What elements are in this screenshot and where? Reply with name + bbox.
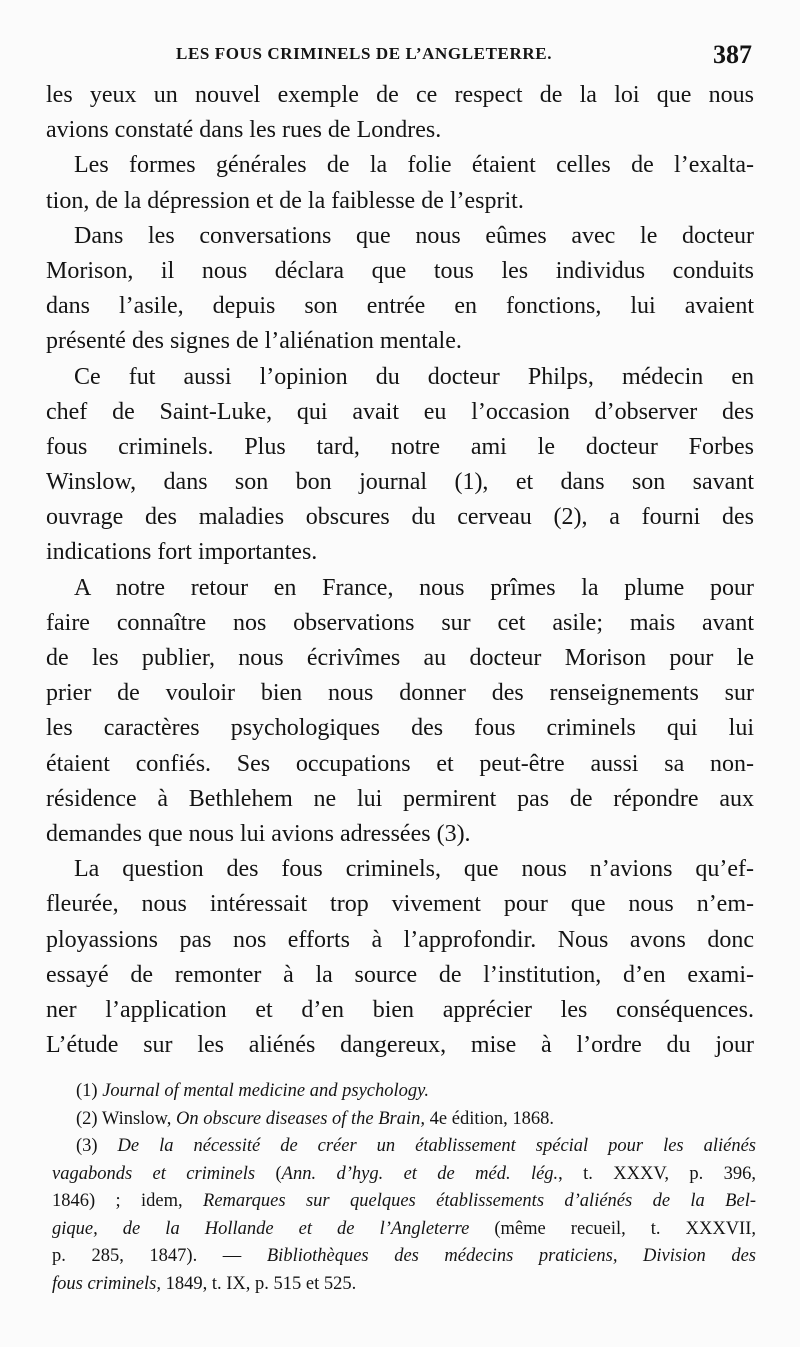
footnote-line <box>52 1216 756 1244</box>
footnote-text: (3) <box>76 1136 118 1156</box>
footnote-title: Ann. d’hyg. et de méd. lég. <box>281 1163 559 1184</box>
body-text <box>46 78 754 1063</box>
text-line: La question des fous criminels, que nous n’avions qu’ef- <box>74 856 754 883</box>
text-line: dans l’asile, depuis son entrée en fonctions, lui avaient <box>46 293 754 320</box>
text-line: ployassions pas nos efforts à l’approfondir. Nous avons donc <box>46 926 754 953</box>
footnote-line <box>76 1106 756 1134</box>
footnote-text: 1849, t. IX, p. 515 et 525. <box>160 1273 357 1294</box>
footnote-title: Journal of mental medicine and psychology. <box>102 1081 429 1101</box>
footnote-title: fous criminels, <box>52 1273 161 1294</box>
text-line: prier de vouloir bien nous donner des renseignements sur <box>46 680 754 707</box>
footnote-title: De la nécessité de créer un établissement spécial pour les aliénés <box>117 1136 756 1156</box>
text-line: les yeux un nouvel exemple de ce respect de la loi que nous <box>46 82 754 108</box>
text-line: faire connaître nos observations sur cet asile; mais avant <box>46 609 754 636</box>
footnote-title: gique, de la Hollande et de l’Angleterre <box>52 1218 470 1239</box>
text-line: Ce fut aussi l’opinion du docteur Philps, médecin en <box>74 363 754 390</box>
text-line: Winslow, dans son bon journal (1), et dans son savant <box>46 469 754 496</box>
footnotes <box>52 1078 756 1298</box>
footnote-text: (1) <box>76 1081 103 1101</box>
footnote-line <box>52 1271 756 1299</box>
text-line: les caractères psychologiques des fous criminels qui lui <box>46 715 754 742</box>
footnote-text: p. 285, 1847). — <box>52 1246 267 1266</box>
footnote-line <box>52 1243 756 1271</box>
footnote-text: 1846) ; idem, <box>52 1191 204 1211</box>
text-line: Morison, il nous déclara que tous les individus conduits <box>46 257 754 284</box>
footnote-title: vagabonds et criminels <box>52 1163 256 1184</box>
text-line: de les publier, nous écrivîmes au docteur Morison pour le <box>46 645 754 671</box>
text-line: essayé de remonter à la source de l’institution, d’en exami- <box>46 961 754 988</box>
footnote-text: (2) Winslow, <box>76 1108 176 1129</box>
footnote-text: (même recueil, t. XXXVII, <box>469 1218 756 1239</box>
text-line: fleurée, nous intéressait trop vivement pour que nous n’em- <box>46 891 754 918</box>
footnote-title: Bibliothèques des médecins praticiens, Division des <box>266 1246 756 1266</box>
text-line: L’étude sur les aliénés dangereux, mise à l’ordre du jour <box>46 1032 754 1059</box>
text-line: étaient confiés. Ses occupations et peut-être aussi sa non- <box>46 750 754 777</box>
text-line: indications fort importantes. <box>46 539 318 566</box>
footnote-title: On obscure diseases of the Brain, <box>175 1108 426 1129</box>
text-line: ouvrage des maladies obscures du cerveau (2), a fourni des <box>46 504 754 531</box>
text-line: chef de Saint-Luke, qui avait eu l’occasion d’observer des <box>46 398 754 425</box>
footnote-line <box>76 1133 756 1161</box>
footnote-line <box>76 1078 756 1106</box>
text-line: ner l’application et d’en bien apprécier les conséquences. <box>46 996 754 1023</box>
text-line: A notre retour en France, nous prîmes la plume pour <box>74 574 754 601</box>
page-header <box>48 40 756 80</box>
text-line: fous criminels. Plus tard, notre ami le docteur Forbes <box>46 433 754 460</box>
running-head: LES FOUS CRIMINELS DE L’ANGLETERRE. <box>176 44 553 63</box>
footnote-text: ( <box>255 1163 282 1184</box>
footnote-title: Remarques sur quelques établissements d’aliénés de la Bel- <box>203 1191 756 1211</box>
footnote-text: 4e édition, 1868. <box>425 1108 554 1129</box>
footnote-text: , t. XXXV, p. 396, <box>558 1163 756 1184</box>
text-line: Dans les conversations que nous eûmes avec le docteur <box>74 222 754 249</box>
text-line: Les formes générales de la folie étaient celles de l’exalta- <box>74 152 754 179</box>
text-line: présenté des signes de l’aliénation mentale. <box>46 328 462 355</box>
text-line: résidence à Bethlehem ne lui permirent pas de répondre aux <box>46 785 754 812</box>
text-line: tion, de la dépression et de la faiblesse de l’esprit. <box>46 187 524 214</box>
footnote-line <box>52 1188 756 1216</box>
footnote-line <box>52 1161 756 1189</box>
text-line: demandes que nous lui avions adressées (3). <box>46 820 471 847</box>
page-number: 387 <box>713 40 752 69</box>
text-line: avions constaté dans les rues de Londres. <box>46 117 442 144</box>
